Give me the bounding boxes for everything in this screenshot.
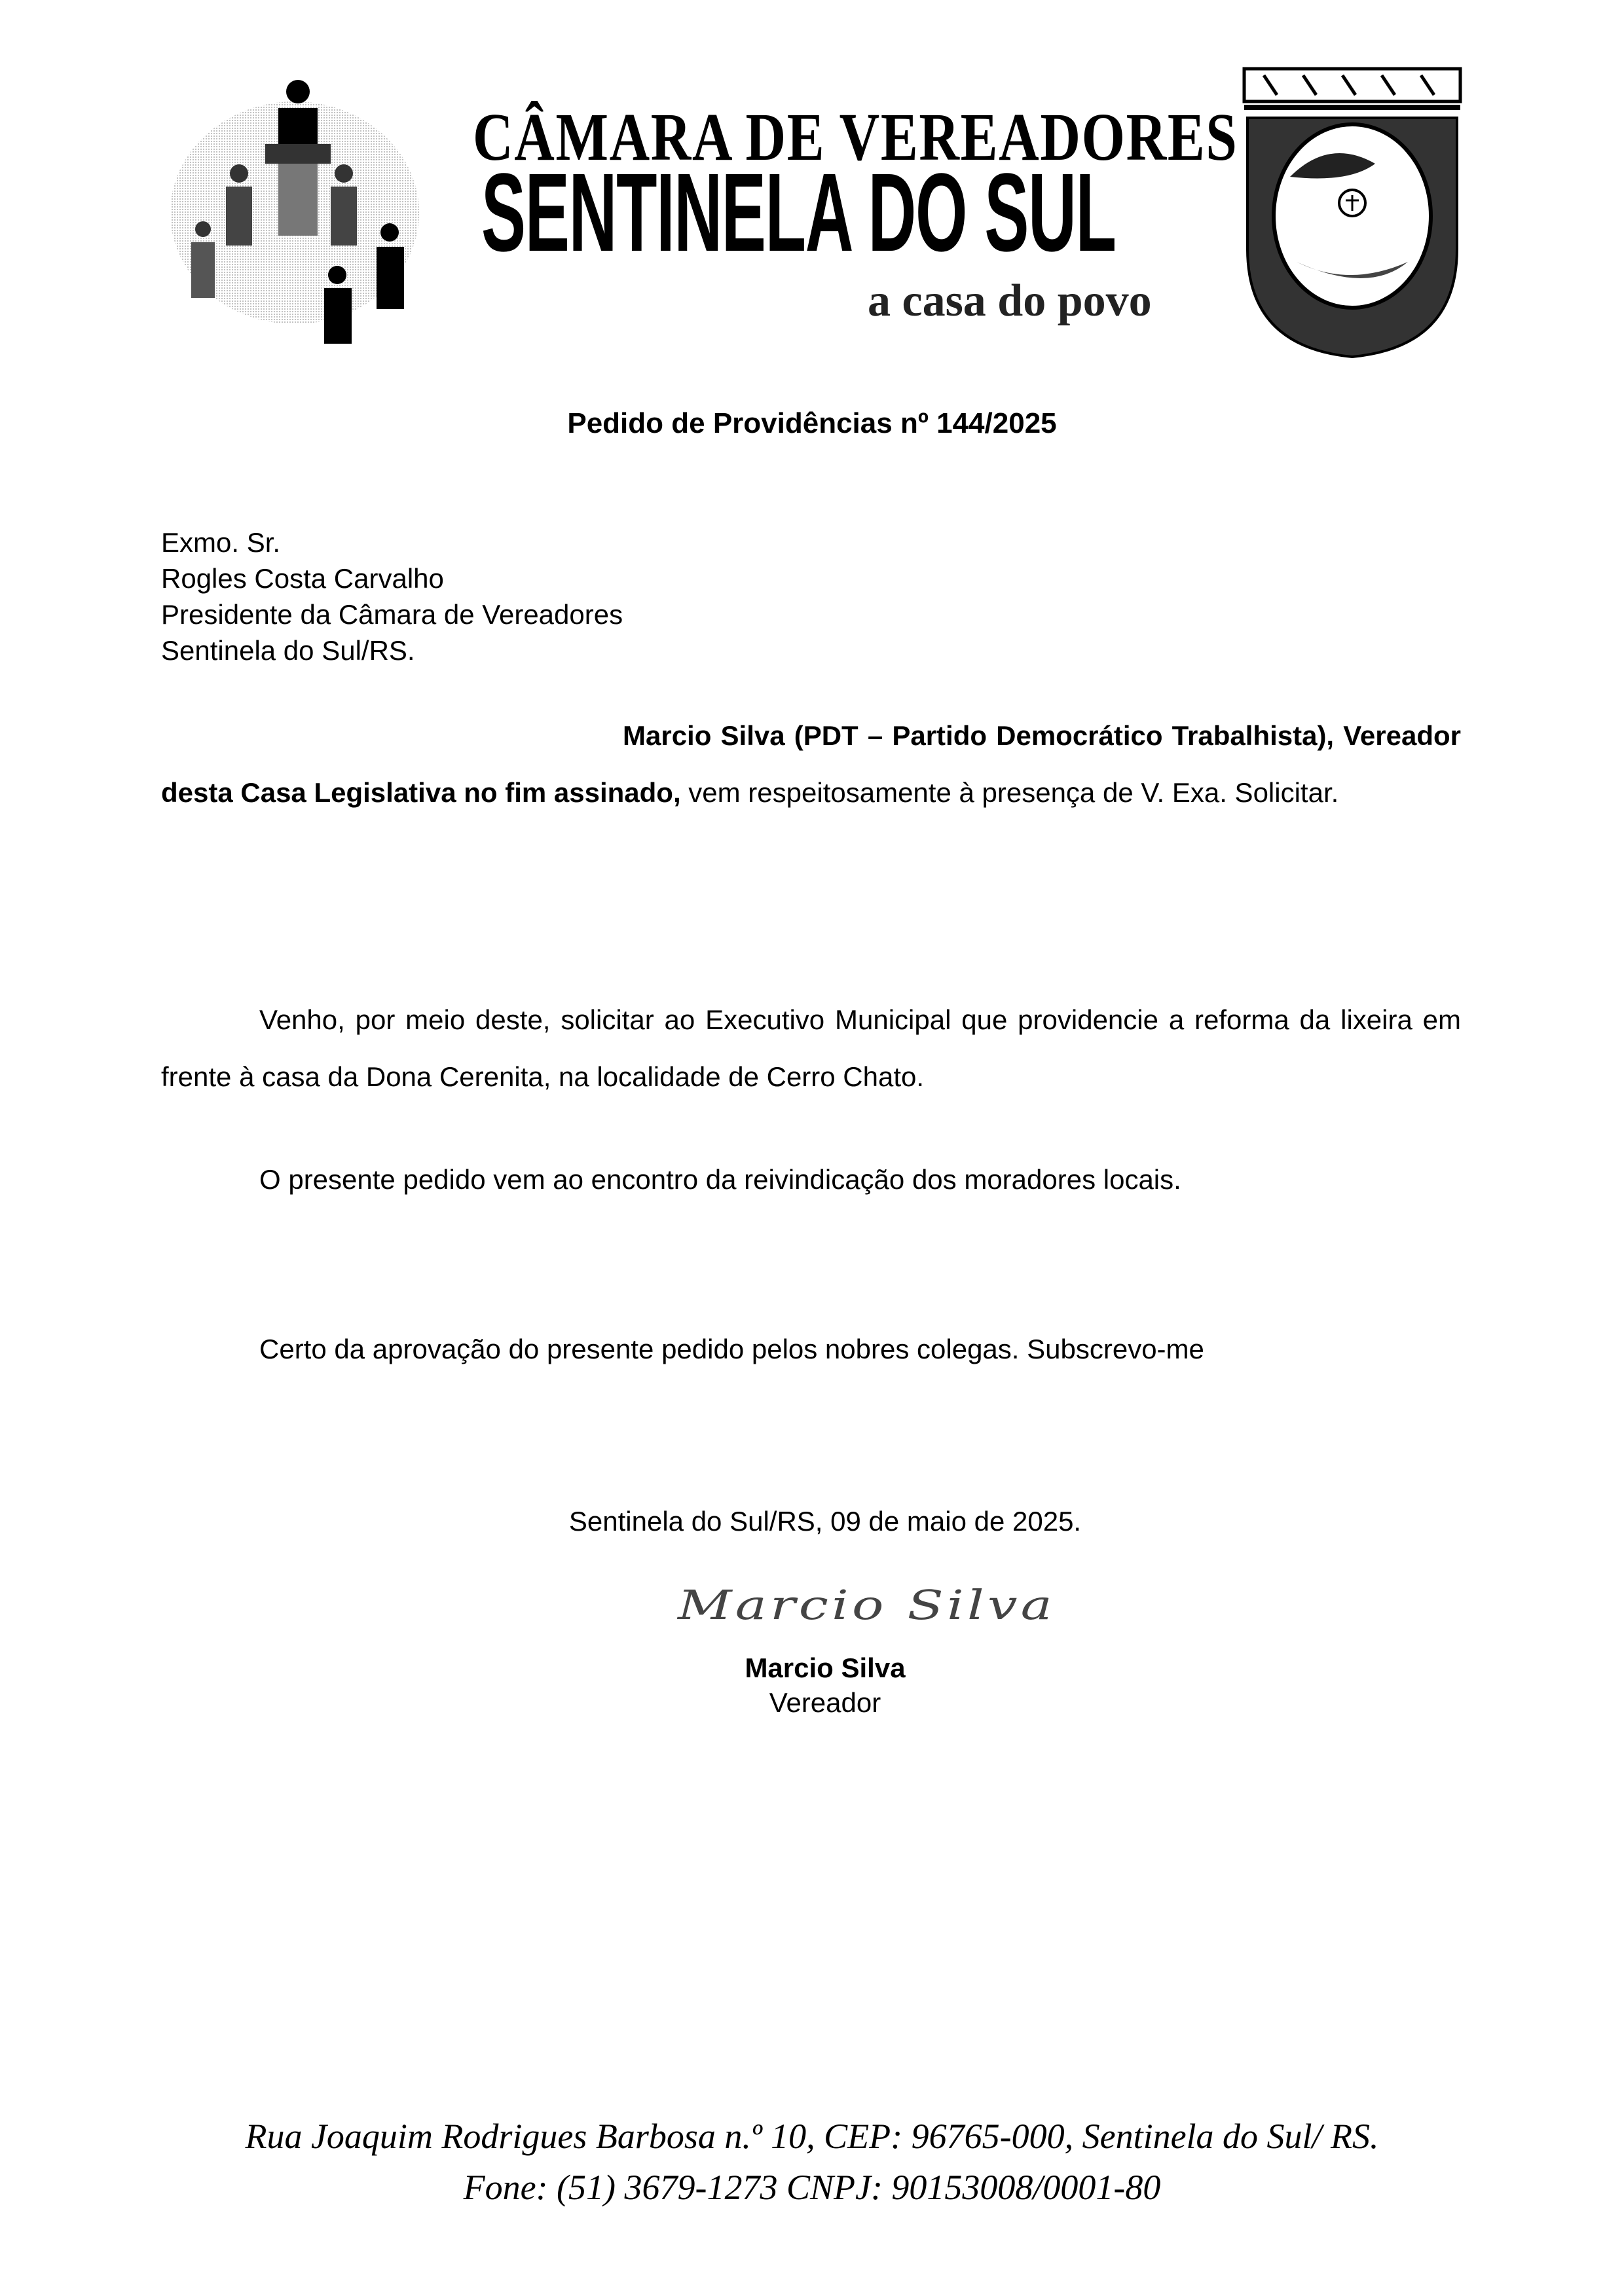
signer-name: Marcio Silva <box>745 1652 906 1683</box>
footer-contact: Fone: (51) 3679-1273 CNPJ: 90153008/0001-80 <box>463 2168 1161 2207</box>
header-line2: SENTINELA DO SUL <box>481 151 1116 275</box>
addressee-name: Rogles Costa Carvalho <box>161 563 444 594</box>
footer-address: Rua Joaquim Rodrigues Barbosa n.º 10, CEP: 96765-000, Sentinela do Sul/ RS. <box>245 2117 1379 2156</box>
intro-text: vem respeitosamente à presença de V. Exa. Solicitar. <box>680 777 1339 808</box>
document-title: Pedido de Providências nº 144/2025 <box>567 407 1057 439</box>
header-line1: CÂMARA DE VEREADORES <box>473 100 1238 175</box>
closing-paragraph: Certo da aprovação do presente pedido pelos nobres colegas. Subscrevo-me <box>259 1334 1204 1364</box>
intro-author: Marcio Silva (PDT – Partido Democrático Trabalhista), Vereador desta Casa Legislativa no fim assinado, <box>161 720 1461 808</box>
addressee-location: Sentinela do Sul/RS. <box>161 635 415 666</box>
header-tagline: a casa do povo <box>868 276 1152 326</box>
handwritten-signature: Marcio Silva <box>678 1581 1056 1629</box>
signer-role: Vereador <box>769 1687 881 1718</box>
justification-paragraph: O presente pedido vem ao encontro da reivindicação dos moradores locais. <box>259 1164 1181 1195</box>
addressee-salutation: Exmo. Sr. <box>161 527 281 558</box>
request-paragraph: Venho, por meio deste, solicitar ao Executivo Municipal que providencie a reforma da lixeira em frente à casa da Dona Cerenita, na localidade de Cerro Chato. <box>161 1004 1461 1092</box>
intro-paragraph <box>161 707 1461 821</box>
addressee-title: Presidente da Câmara de Vereadores <box>161 599 623 630</box>
place-date: Sentinela do Sul/RS, 09 de maio de 2025. <box>568 1506 1082 1537</box>
chamber-people-logo <box>164 75 445 344</box>
municipal-coat-of-arms <box>1238 65 1467 360</box>
addressee-block <box>161 524 623 668</box>
